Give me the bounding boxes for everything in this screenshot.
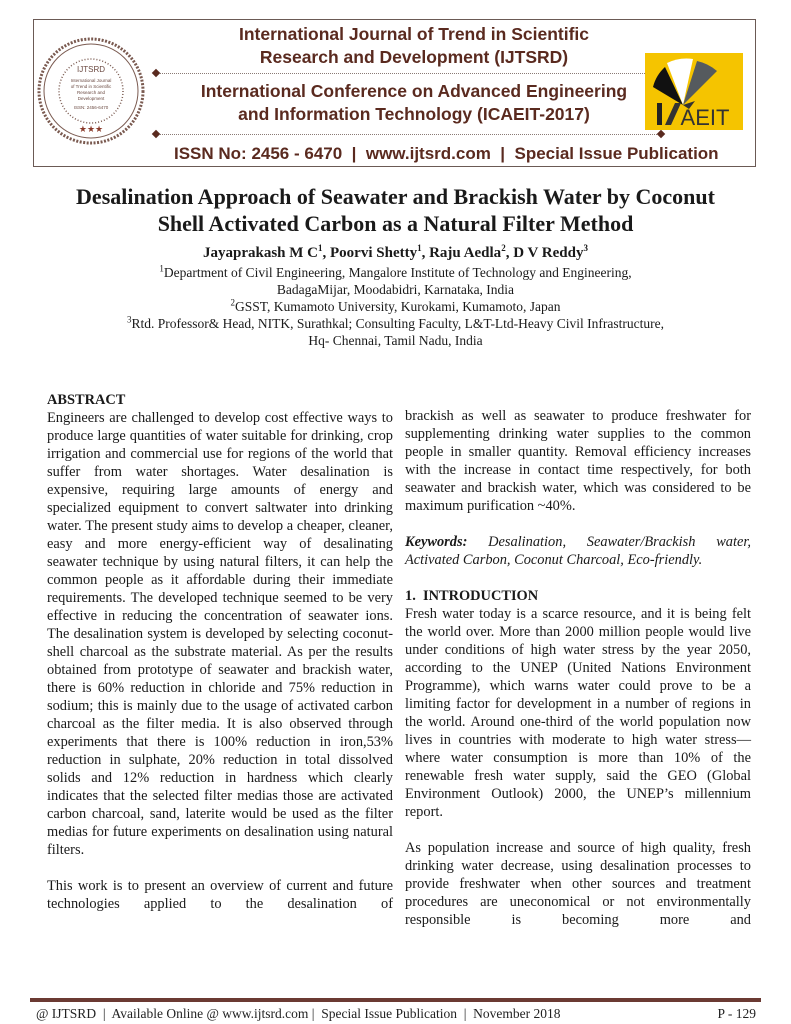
footer-rule xyxy=(30,998,761,1002)
affiliation-number: 1 xyxy=(159,263,164,274)
abstract-heading: ABSTRACT xyxy=(47,392,126,408)
author: D V Reddy xyxy=(513,245,584,261)
svg-text:AEIT: AEIT xyxy=(680,105,730,130)
footer-text: @ IJTSRD | Available Online @ www.ijtsrd.com | Special Issue Publication | November 2018 xyxy=(36,1006,561,1021)
affiliations xyxy=(20,264,771,349)
introduction-paragraph-2: As population increase and source of high quality, fresh drinking water decrease, using desalination processes to provide freshwater when other sources and treatment procedures are uneconomical or not environmentally responsible is becoming more and xyxy=(405,840,751,928)
abstract-paragraph-1: Engineers are challenged to develop cost effective ways to produce large quantities of water suitable for drinking, crop irrigation and commercial use for regions of the world that suffer from water shortages. Water desalination is expensive, requiring large amounts of energy and specialized equipment to convert saltwater into drinking water. The present study aims to develop a cheaper, cleaner, easy and more energy-efficient way of desalinating seawater technique by using natural filters, it can help the common people as it affordable during their immediate requirements. The developed technique seemed to be very effective in reducing the concentration of seawater ions. The desalination system is developed by selecting coconut-shell charcoal as the substrate material. As per the results obtained from prototype of seawater and brackish water, there is 60% reduction in chloride and 75% reduction in sodium; this is mainly due to the usage of activated carbon charcoal as the filter media. It is also observed through experiments that there is 100% reduction in iron,53% reduction in sulphate, 20% reduction in total dissolved solids and 12% reduction in hardness which clearly indicates that the selected filter medias those are activated carbon charcoal, sand, laterite would be used as the filter medias for future experiments on desalination using natural filters. xyxy=(47,410,393,858)
author: Raju Aedla xyxy=(429,245,502,261)
svg-text:ISSN: 2456-6470: ISSN: 2456-6470 xyxy=(73,105,109,110)
ijtsrd-seal-logo xyxy=(34,32,149,150)
svg-text:★★★: ★★★ xyxy=(78,124,104,134)
conference-name xyxy=(184,80,644,126)
journal-header xyxy=(33,19,756,167)
journal-name-line1: International Journal of Trend in Scientific xyxy=(238,24,590,44)
keywords-label: Keywords: xyxy=(405,534,468,550)
introduction-paragraph-1: Fresh water today is a scarce resource, and it is being felt the world over. More than 2000 million people would live under conditions of high water stress by the year 2050, according to the UNEP (United Nations Environment Programme), which warns water could prove to be a limiting factor for development in a number of regions in the world. Around one-third of the world population now lives in countries with moderate to high water stress— where water consumption is more than 10% of the renewable fresh water supply, said the GEO (Global Environment Outlook) 2000, the UNEP’s millennium report. xyxy=(405,606,751,820)
author-affiliation-mark: 1 xyxy=(417,243,422,253)
affiliation-number: 2 xyxy=(230,297,236,308)
affiliation-1-line2: BadagaMijar, Moodabidri, Karnataka, India xyxy=(276,282,515,297)
header-divider xyxy=(156,134,661,135)
introduction-heading: 1. INTRODUCTION xyxy=(405,588,539,604)
svg-text:of Trend in Scientific: of Trend in Scientific xyxy=(70,84,112,89)
affiliation-2 xyxy=(20,298,771,315)
affiliation-text: GSST, Kumamoto University, Kurokami, Kumamoto, Japan xyxy=(235,299,561,314)
svg-text:IJTSRD: IJTSRD xyxy=(77,65,105,74)
author-affiliation-mark: 2 xyxy=(501,243,506,253)
keywords-text: Desalination, Seawater/Brackish water, Activated Carbon, Coconut Charcoal, Eco-friendly. xyxy=(405,534,751,568)
page-number: P - 129 xyxy=(717,1006,756,1021)
affiliation-3-line2: Hq- Chennai, Tamil Nadu, India xyxy=(308,333,483,348)
paper-title xyxy=(20,183,771,237)
author-affiliation-mark: 3 xyxy=(583,243,588,253)
header-divider xyxy=(156,73,661,74)
conference-name-line2: and Information Technology (ICAEIT-2017) xyxy=(238,104,590,124)
affiliation-text: Rtd. Professor& Head, NITK, Surathkal; Consulting Faculty, L&T-Ltd-Heavy Civil Infrastructure, xyxy=(131,316,665,331)
keywords xyxy=(405,533,751,569)
author-list: Jayaprakash M $C^1$, Poorvi Shetty$^1$, Raju Aedla$^2$, D V Reddy$^3$ xyxy=(203,243,588,261)
issn-bar: ISSN No: 2456 - 6470 | www.ijtsrd.com | Special Issue Publication xyxy=(174,144,719,163)
journal-name-line2: Research and Development (IJTSRD) xyxy=(259,47,569,67)
paper-title-line2: Shell Activated Carbon as a Natural Filter Method xyxy=(157,211,634,236)
icaeit-logo xyxy=(645,53,743,130)
paper-title-line1: Desalination Approach of Seawater and Brackish Water by Coconut xyxy=(76,184,715,209)
right-column xyxy=(405,407,751,929)
svg-text:Research and: Research and xyxy=(76,90,106,95)
page-footer xyxy=(36,1006,756,1022)
affiliation-1 xyxy=(20,264,771,281)
affiliation-3 xyxy=(20,315,771,332)
author: Jayaprakash M C xyxy=(203,245,319,261)
svg-text:International Journal: International Journal xyxy=(70,78,112,83)
abstract-paragraph-2-start: This work is to present an overview of current and future technologies applied to the desalination of xyxy=(47,878,393,912)
affiliation-text: Department of Civil Engineering, Mangalore Institute of Technology and Engineering, xyxy=(163,265,632,280)
journal-name xyxy=(204,23,624,69)
abstract-paragraph-2-end: brackish as well as seawater to produce freshwater for supplementing drinking water supplies to the common people in smaller quantity. Removal efficiency increases with the increase in contact time respectively, for both seawater and brackish water, which was considered to be maximum purification ~40%. xyxy=(405,408,751,514)
conference-name-line1: International Conference on Advanced Engineering xyxy=(200,81,628,101)
left-column xyxy=(47,391,393,913)
svg-text:Development: Development xyxy=(77,96,105,101)
author-affiliation-mark: 1 xyxy=(318,243,323,253)
author: Poorvi Shetty xyxy=(330,245,418,261)
affiliation-number: 3 xyxy=(126,314,132,325)
